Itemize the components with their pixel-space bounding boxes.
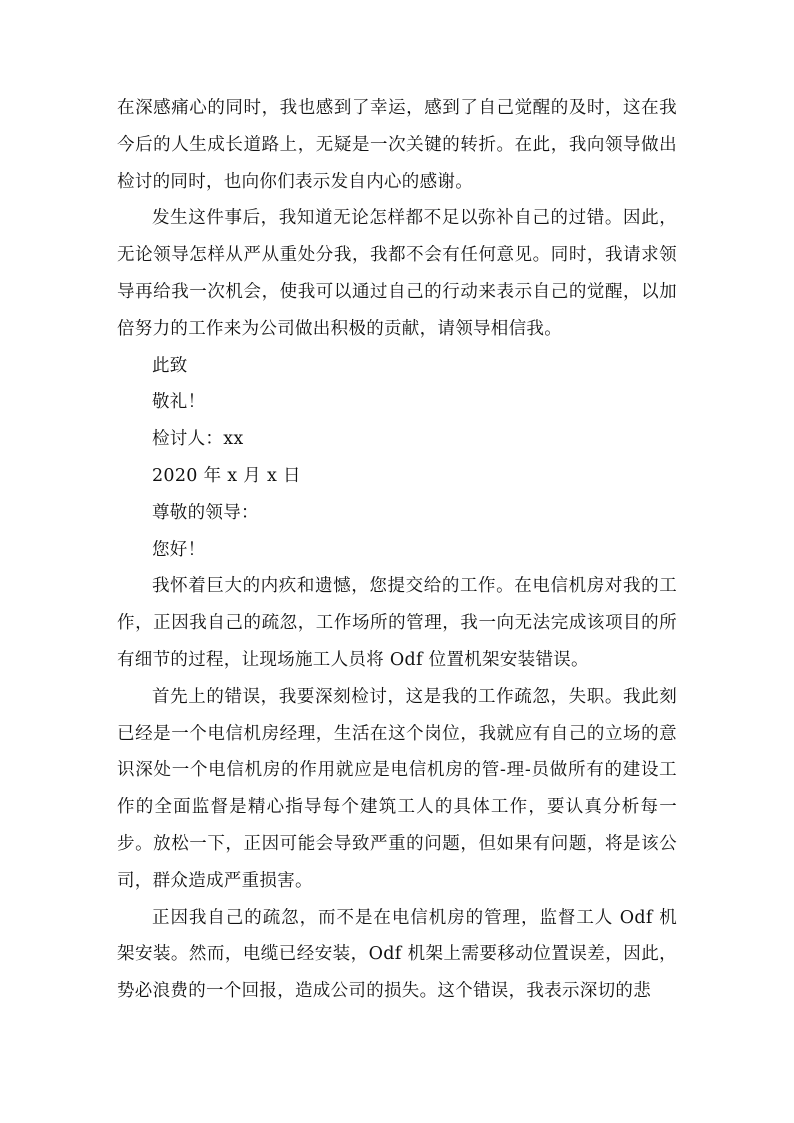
paragraph-1: 在深感痛心的同时，我也感到了幸运，感到了自己觉醒的及时，这在我今后的人生成长道路上，无疑是一次关键的转折。在此，我向领导做出检讨的同时，也向你们表示发自内心的感谢。: [117, 98, 677, 192]
paragraph-3: 我怀着巨大的内疚和遗憾，您提交给的工作。在电信机房对我的工作，正因我自己的疏忽，工作场所的管理，我一向无法完成该项目的所有细节的过程，让现场施工人员将 Odf 位置机架安装错误。: [117, 576, 677, 670]
greeting: 您好！: [152, 539, 206, 560]
closing-jingli: 敬礼！: [152, 392, 206, 413]
paragraph-4: 首先上的错误，我要深刻检讨，这是我的工作疏忽，失职。我此刻已经是一个电信机房经理，生活在这个岗位，我就应有自己的立场的意识深处一个电信机房的作用就应是电信机房的管-理-员做所有的建设工作的全面监督是精心指导每个建筑工人的具体工作，要认真分析每一步。放松一下，正因可能会导致严重的问题，但如果有问题，将是该公司，群众造成严重损害。: [117, 686, 677, 891]
paragraph-2: 发生这件事后，我知道无论怎样都不足以弥补自己的过错。因此，无论领导怎样从严从重处分我，我都不会有任何意见。同时，我请求领导再给我一次机会，使我可以通过自己的行动来表示自己的觉醒，以加倍努力的工作来为公司做出积极的贡献，请领导相信我。: [117, 208, 677, 339]
paragraph-5: 正因我自己的疏忽，而不是在电信机房的管理，监督工人 Odf 机架安装。然而，电缆已经安装，Odf 机架上需要移动位置误差，因此，势必浪费的一个回报，造成公司的损失。这个错误，我表示深切的悲: [117, 907, 677, 1002]
date-line: 2020 年 x 月 x 日: [152, 465, 301, 486]
closing-cizhi: 此致: [152, 355, 188, 376]
signer-line: 检讨人：xx: [152, 429, 244, 450]
salutation: 尊敬的领导：: [152, 502, 259, 523]
document-page: [117, 90, 677, 1010]
